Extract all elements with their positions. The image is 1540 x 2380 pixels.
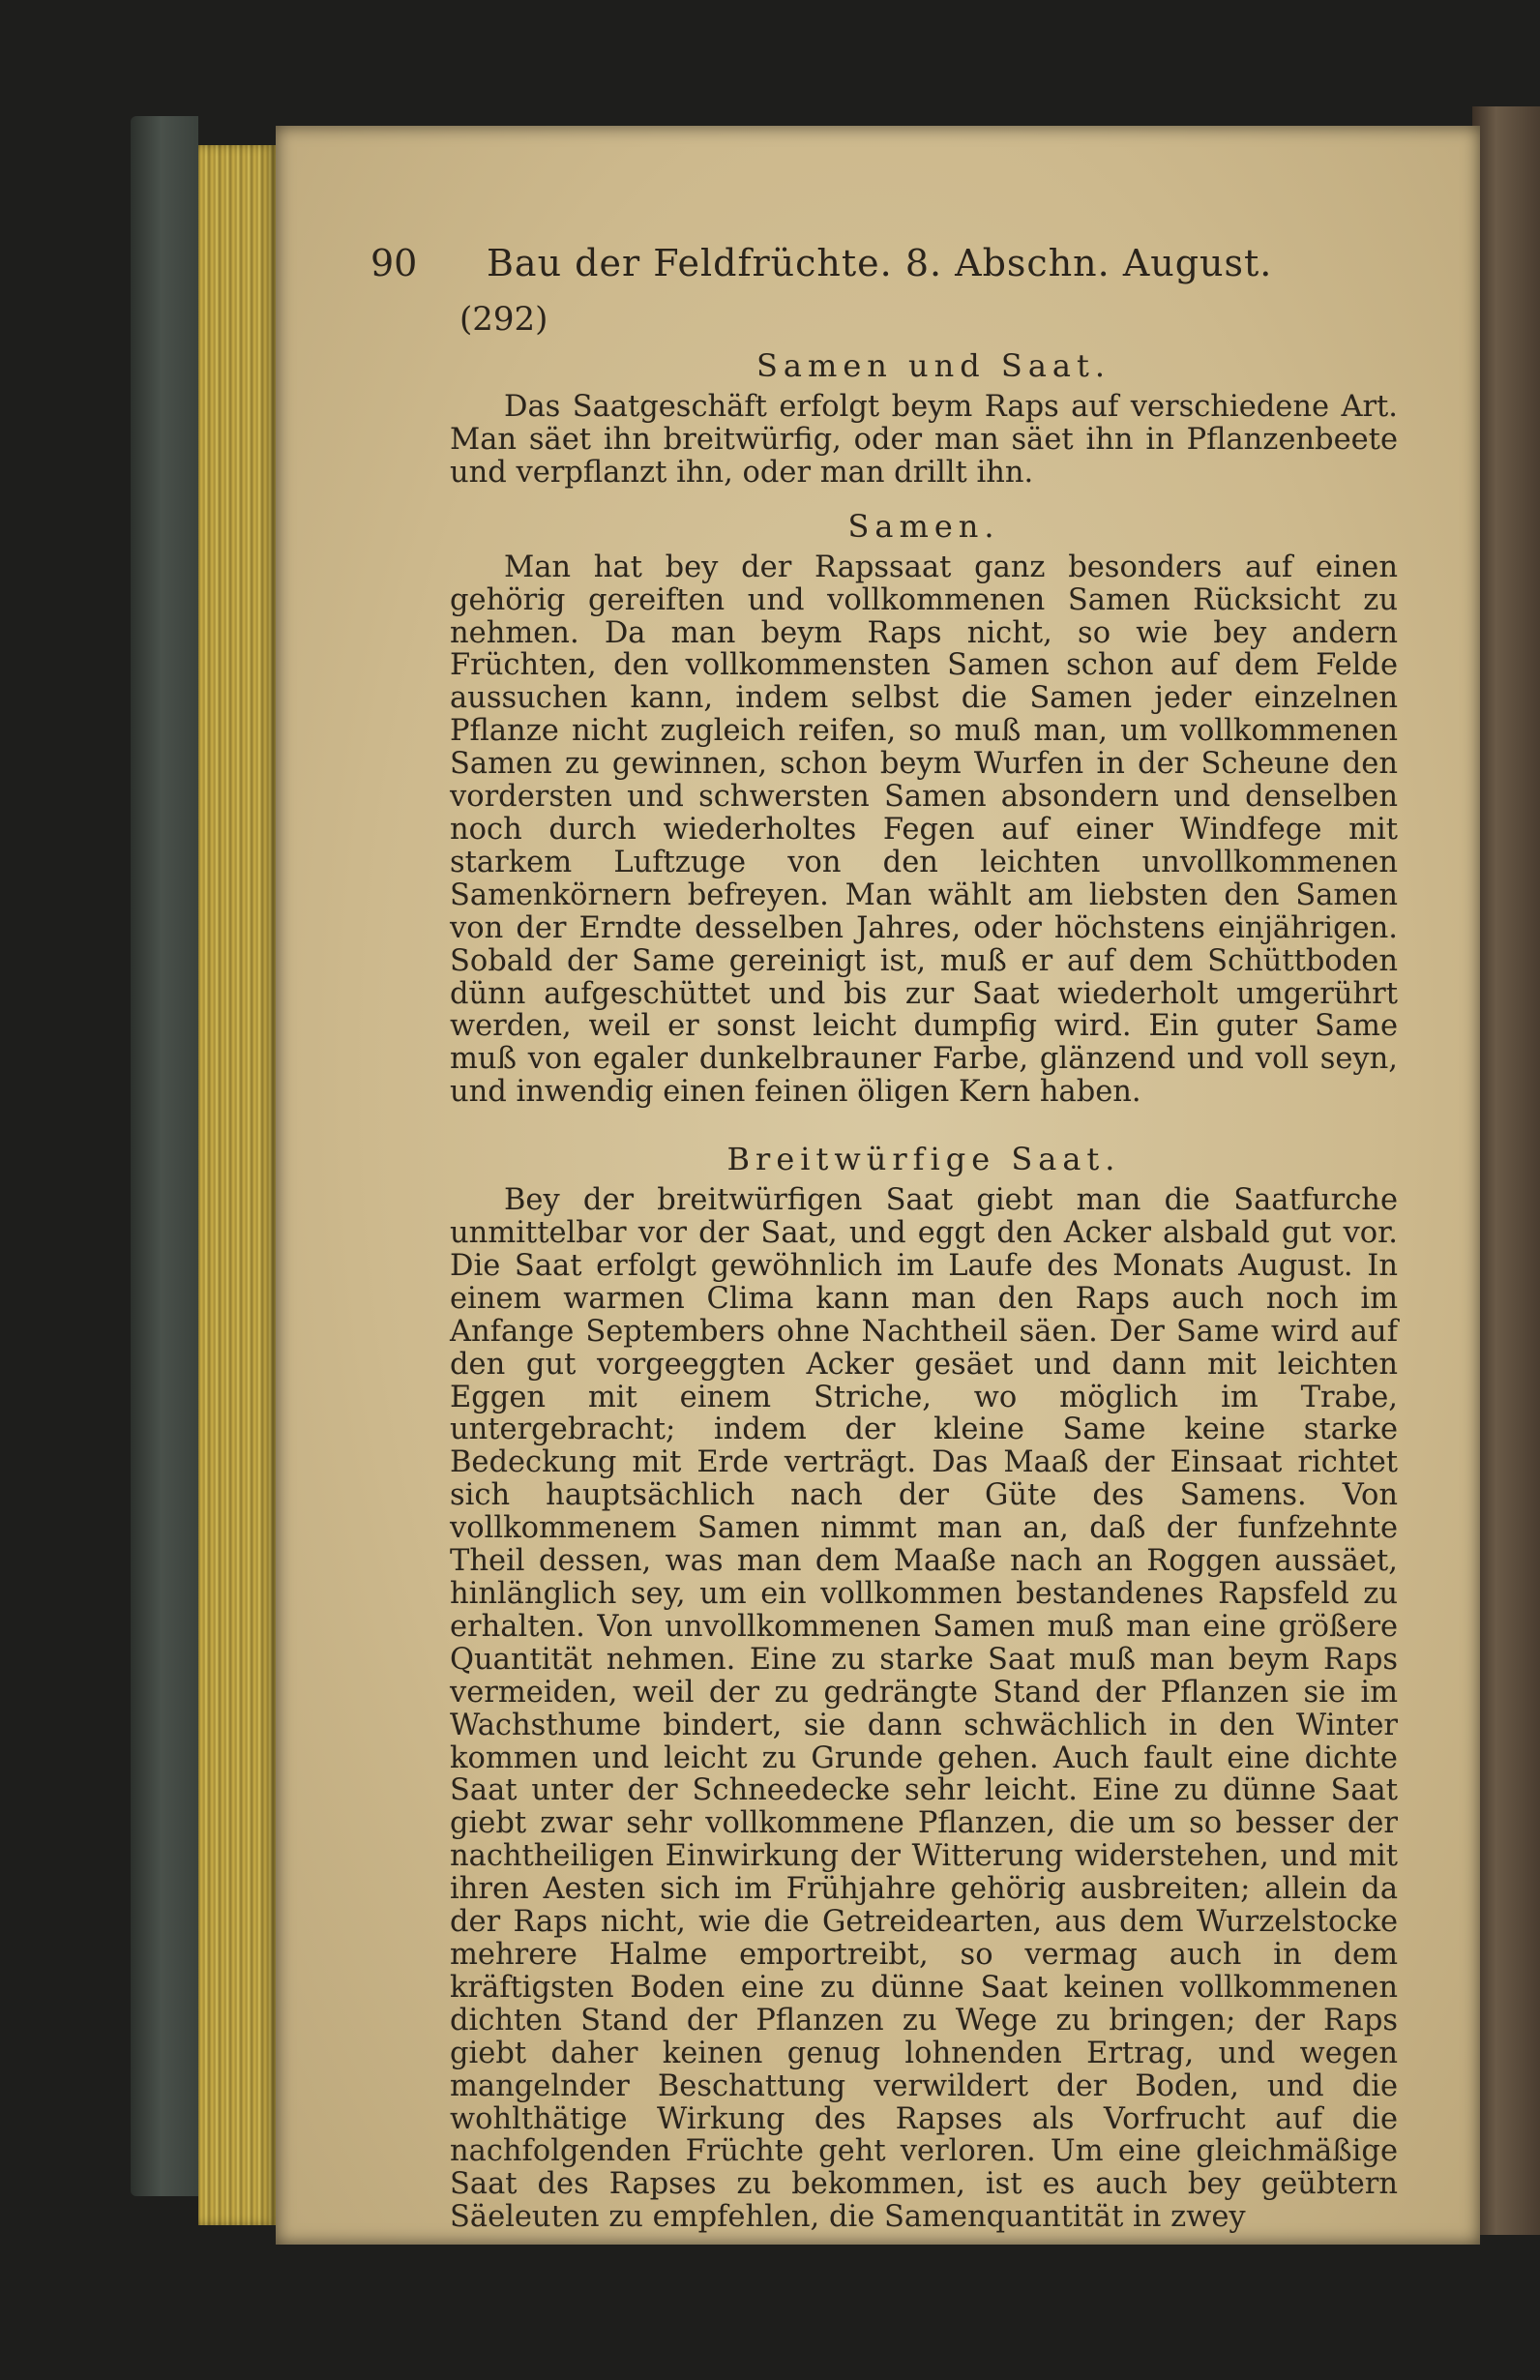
section-number: (292) (459, 300, 548, 339)
page-body (450, 341, 1398, 2234)
section-heading: Breitwürfige Saat. (726, 1141, 1121, 1178)
section-heading: Samen. (847, 507, 1000, 545)
book-cover-right (1472, 106, 1540, 2235)
book-page (276, 126, 1480, 2245)
running-title: Bau der Feldfrüchte. 8. Abschn. August. (487, 242, 1273, 284)
running-head (370, 232, 1396, 290)
paragraph: Bey der breitwürfigen Saat giebt man die Saatfurche unmittelbar vor der Saat, und eggt den Acker alsbald gut vor. Die Saat erfolgt gewöhnlich im Laufe des Monats August. In einem warmen Clima kann man den Raps auch noch im Anfange Septembers ohne Nachtheil säen. Der Same wird auf den gut vorgeeggten Acker gesäet und dann mit leichten Eggen mit einem Striche, wo möglich im Trabe, untergebracht; indem der kleine Same keine starke Bedeckung mit Erde verträgt. Das Maaß der Einsaat richtet sich hauptsächlich nach der Güte des Samens. Von vollkommenem Samen nimmt man an, daß der funfzehnte Theil dessen, was man dem Maaße nach an Roggen aussäet, hinlänglich sey, um ein vollkommen bestandenes Rapsfeld zu erhalten. Von unvollkommenen Samen muß man eine größere Quantität nehmen. Eine zu starke Saat muß man beym Raps vermeiden, weil der zu gedrängte Stand der Pflanzen sie im Wachsthume bindert, sie dann schwächlich in den Winter kommen und leicht zu Grunde gehen. Auch fault eine dichte Saat unter der Schneedecke sehr leicht. Eine zu dünne Saat giebt zwar sehr vollkommene Pflanzen, die um so besser der nachtheiligen Einwirkung der Witterung widerstehen, und mit ihren Aesten sich im Frühjahre gehörig ausbreiten; allein da der Raps nicht, wie die Getreidearten, aus dem Wurzelstocke mehrere Halme emportreibt, so vermag auch in dem kräftigsten Boden eine zu dünne Saat keinen vollkommenen dichten Stand der Pflanzen zu Wege zu bringen; der Raps giebt daher keinen genug lohnenden Ertrag, und wegen mangelnder Beschattung verwildert der Boden, und die wohlthätige Wirkung des Rapses als Vorfrucht auf die nachfolgenden Früchte geht verloren. Um eine gleichmäßige Saat des Rapses zu bekommen, ist es auch bey geübtern Säeleuten zu empfehlen, die Samenquantität in zwey (450, 1183, 1398, 2235)
book-cover-left (131, 116, 198, 2196)
paragraph: Man hat bey der Rapssaat ganz besonders auf einen gehörig gereiften und vollkommenen Samen Rücksicht zu nehmen. Da man beym Raps nicht, so wie bey andern Früchten, den vollkommensten Samen schon auf dem Felde aussuchen kann, indem selbst die Samen jeder einzelnen Pflanze nicht zugleich reifen, so muß man, um vollkommenen Samen zu gewinnen, schon beym Wurfen in der Scheune den vordersten und schwersten Samen absondern und denselben noch durch wiederholtes Fegen auf einer Windfege mit starkem Luftzuge von den leichten unvollkommenen Samenkörnern befreyen. Man wählt am liebsten den Samen von der Erndte desselben Jahres, oder höchstens einjährigen. Sobald der Same gereinigt ist, muß er auf dem Schüttboden dünn aufgeschüttet und bis zur Saat wiederholt umgerührt werden, weil er sonst leicht dumpfig wird. Ein guter Same muß von egaler dunkelbrauner Farbe, glänzend und voll seyn, und inwendig einen feinen öligen Kern haben. (450, 550, 1398, 1110)
section-heading: Samen und Saat. (755, 347, 1111, 384)
paragraph: Das Saatgeschäft erfolgt beym Raps auf verschiedene Art. Man säet ihn breitwürfig, oder man säet ihn in Pflanzenbeete und verpflanzt ihn, oder man drillt ihn. (450, 390, 1398, 490)
gilt-page-edges (198, 145, 276, 2225)
page-number: 90 (370, 242, 418, 284)
